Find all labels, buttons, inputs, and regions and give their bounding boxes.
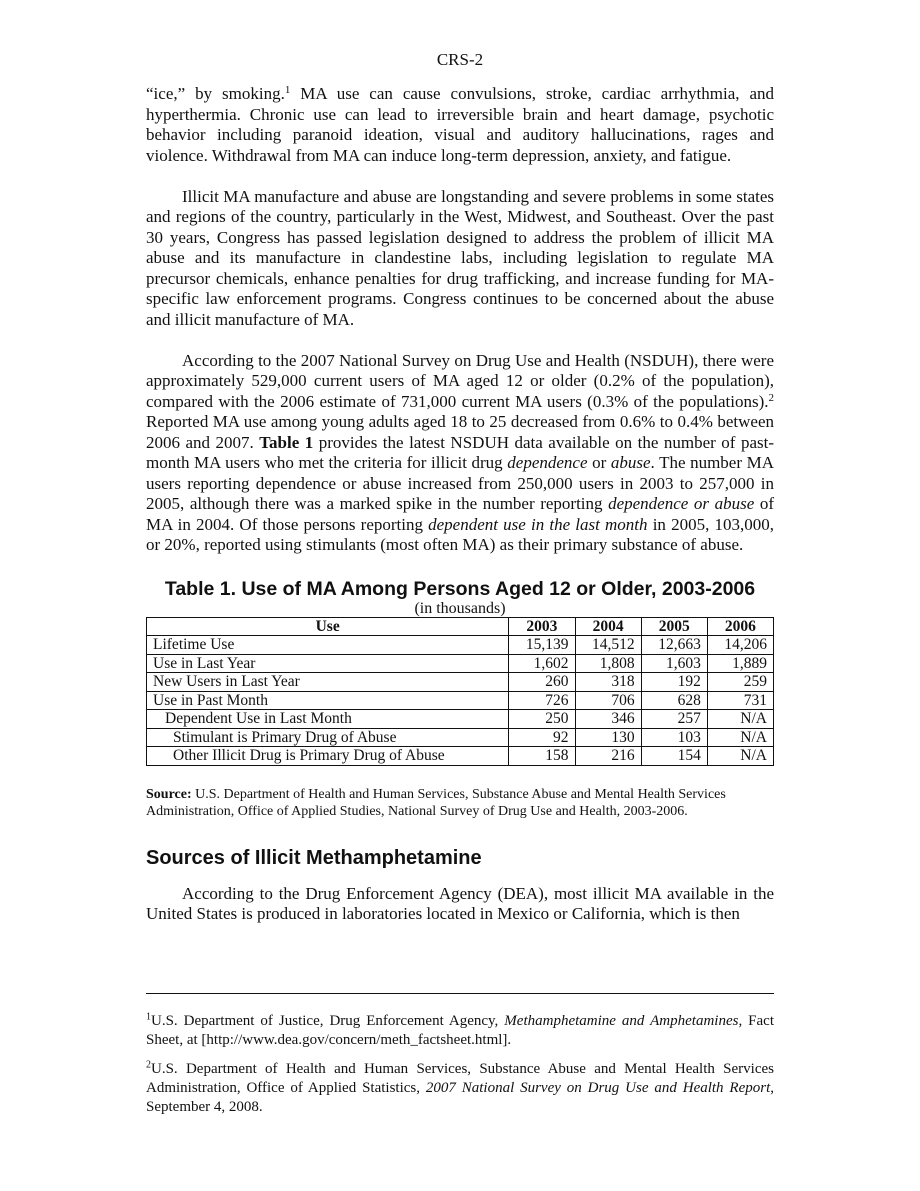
- table-cell: 154: [641, 747, 707, 766]
- table-source-note: Source: U.S. Department of Health and Human Services, Substance Abuse and Mental Health Services Administration, Office of Applied Studies, National Survey of Drug Use and Health, 2003-2006.: [146, 786, 726, 819]
- table-row: [147, 728, 774, 747]
- column-header: 2006: [707, 617, 773, 636]
- table-cell: 257: [641, 710, 707, 729]
- table-cell: 346: [575, 710, 641, 729]
- table-cell: 216: [575, 747, 641, 766]
- table-cell: 1,889: [707, 654, 773, 673]
- table-cell: N/A: [707, 710, 773, 729]
- footnote-1: $^1$U.S. Department of Justice, Drug Enforcement Agency, Methamphetamine and Amphetamines, Fact Sheet, at [http://www.dea.gov/concern/meth_factsheet.html].: [146, 1011, 774, 1048]
- row-label: Stimulant is Primary Drug of Abuse: [147, 728, 509, 747]
- table-cell: 158: [509, 747, 575, 766]
- table-row: [147, 654, 774, 673]
- row-label: Use in Last Year: [147, 654, 509, 673]
- data-table: [146, 617, 774, 766]
- row-label: Other Illicit Drug is Primary Drug of Abuse: [147, 747, 509, 766]
- table-cell: 259: [707, 673, 773, 692]
- table-cell: 726: [509, 691, 575, 710]
- table-cell: 14,206: [707, 636, 773, 655]
- paragraph-2: Illicit MA manufacture and abuse are longstanding and severe problems in some states and regions of the country, particularly in the West, Midwest, and Southeast. Over the past 30 years, Congress has passed legislation designed to address the problem of illicit MA abuse and its manufacture in clandestine labs, including legislation to regulate MA precursor chemicals, enhance penalties for drug trafficking, and increase funding for MA-specific law enforcement programs. Congress continues to be concerned about the abuse and illicit manufacture of MA.: [146, 186, 774, 329]
- table-cell: 192: [641, 673, 707, 692]
- row-label: Lifetime Use: [147, 636, 509, 655]
- column-header: 2005: [641, 617, 707, 636]
- table-cell: 15,139: [509, 636, 575, 655]
- table-cell: 130: [575, 728, 641, 747]
- table-subtitle: (in thousands): [414, 599, 506, 617]
- column-header: 2003: [509, 617, 575, 636]
- table-title: Table 1. Use of MA Among Persons Aged 12 or Older, 2003-2006: [164, 577, 756, 600]
- page-header: CRS-2: [436, 50, 484, 69]
- footnotes: [146, 1012, 774, 1117]
- table-cell: 92: [509, 728, 575, 747]
- paragraph-4: According to the Drug Enforcement Agency (DEA), most illicit MA available in the United States is produced in laboratories located in Mexico or California, which is then: [146, 883, 774, 923]
- table-cell: 260: [509, 673, 575, 692]
- table-cell: 103: [641, 728, 707, 747]
- table-cell: 318: [575, 673, 641, 692]
- row-label: Dependent Use in Last Month: [147, 710, 509, 729]
- table-cell: 14,512: [575, 636, 641, 655]
- table-row: [147, 673, 774, 692]
- table-cell: 731: [707, 691, 773, 710]
- footnote-ref-2: 2: [768, 391, 774, 404]
- table-cell: N/A: [707, 728, 773, 747]
- column-header: 2004: [575, 617, 641, 636]
- footnote-divider: [146, 993, 774, 994]
- table-header-row: [147, 617, 774, 636]
- table-cell: 706: [575, 691, 641, 710]
- table-cell: 1,808: [575, 654, 641, 673]
- table-cell: 1,603: [641, 654, 707, 673]
- table-cell: N/A: [707, 747, 773, 766]
- footnote-ref-1: 1: [284, 83, 291, 96]
- table-cell: 12,663: [641, 636, 707, 655]
- section-heading: Sources of Illicit Methamphetamine: [146, 846, 482, 869]
- column-header: Use: [147, 617, 509, 636]
- table-cell: 628: [641, 691, 707, 710]
- table-cell: 250: [509, 710, 575, 729]
- paragraph-1: “ice,” by smoking.$^1$ MA use can cause convulsions, stroke, cardiac arrhythmia, and hyperthermia. Chronic use can lead to irreversible brain and heart damage, psychotic behavior including paranoid ideation, visual and auditory hallucinations, rages and violence. Withdrawal from MA can induce long-term depression, anxiety, and fatigue.: [146, 83, 775, 165]
- row-label: Use in Past Month: [147, 691, 509, 710]
- table-row: [147, 691, 774, 710]
- table-cell: 1,602: [509, 654, 575, 673]
- footnote-2: $^2$U.S. Department of Health and Human Services, Substance Abuse and Mental Health Services Administration, Office of Applied Statistics, 2007 National Survey on Drug Use and Health Report, September 4, 2008.: [146, 1059, 774, 1115]
- document-page: [146, 50, 774, 925]
- table-row: [147, 636, 774, 655]
- table-row: [147, 747, 774, 766]
- table-row: [147, 710, 774, 729]
- paragraph-3: According to the 2007 National Survey on Drug Use and Health (NSDUH), there were approximately 529,000 current users of MA aged 12 or older (0.2% of the population), compared with the 2006 estimate of 731,000 current MA users (0.3% of the populations).$^2$ Reported MA use among young adults aged 18 to 25 decreased from 0.6% to 0.4% between 2006 and 2007. Table 1 provides the latest NSDUH data available on the number of past-month MA users who met the criteria for illicit drug dependence or abuse. The number MA users reporting dependence or abuse increased from 250,000 users in 2003 to 257,000 in 2005, although there was a marked spike in the number reporting dependence or abuse of MA in 2004. Of those persons reporting dependent use in the last month in 2005, 103,000, or 20%, reported using stimulants (most often MA) as their primary substance of abuse.: [146, 350, 774, 554]
- row-label: New Users in Last Year: [147, 673, 509, 692]
- table-reference: Table 1: [259, 432, 314, 452]
